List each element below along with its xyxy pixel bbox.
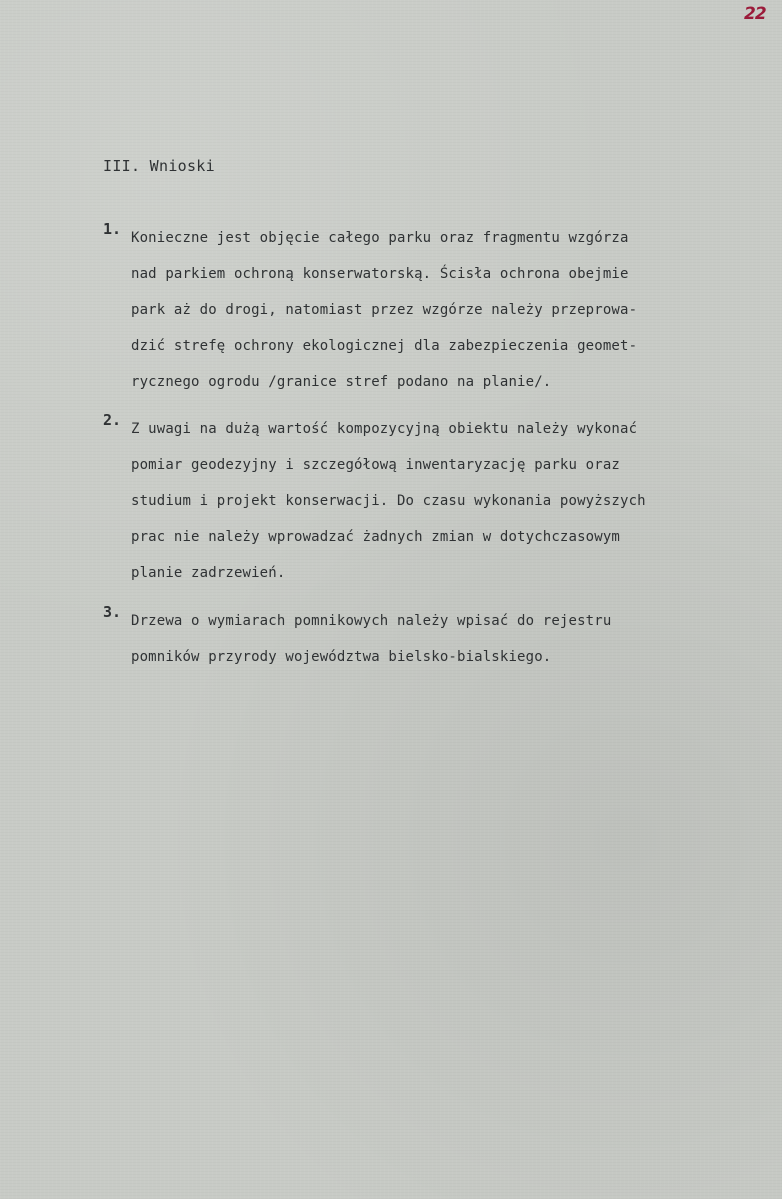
item-text: Z uwagi na dużą wartość kompozycyjną obiektu należy wykonać pomiar geodezyjny i szczegółową inwentaryzację parku oraz studium i projekt konserwacji. Do czasu wykonania powyższych prac nie należy wprowadzać żadnych zmian w dotychczasowym planie zadrzewień.: [131, 421, 646, 581]
item-number: 2.: [103, 411, 122, 429]
item-text: Drzewa o wymiarach pomnikowych należy wpisać do rejestru pomników przyrody województwa bielsko-bialskiego.: [131, 613, 612, 665]
item-number: 1.: [103, 220, 122, 238]
section-heading: III. Wnioski: [103, 157, 215, 175]
item-text: Konieczne jest objęcie całego parku oraz fragmentu wzgórza nad parkiem ochroną konserwatorską. Ścisła ochrona obejmie park aż do drogi, natomiast przez wzgórze należy przeprowa- dzić strefę ochrony ekologicznej dla zabezpieczenia geomet- rycznego ogrodu /granice stref podano na planie/.: [131, 230, 638, 390]
page-number: 22: [744, 4, 766, 24]
item-number: 3.: [103, 603, 122, 621]
